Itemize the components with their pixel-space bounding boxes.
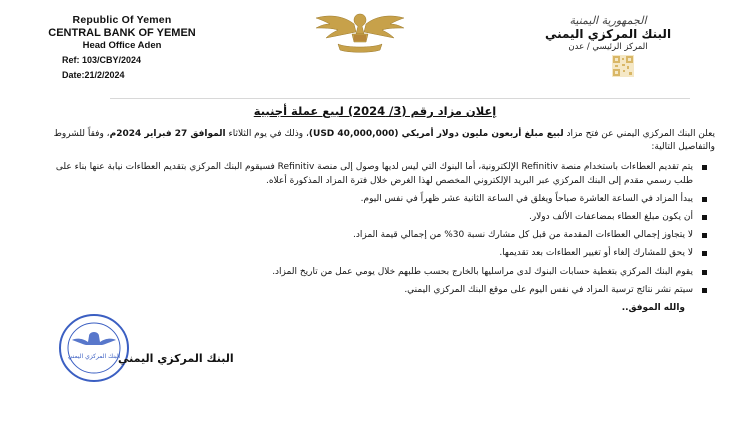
office-name-ar: المركز الرئيسي / عدن xyxy=(568,42,648,52)
bullet-icon xyxy=(702,197,707,202)
letter-date: Date:21/2/2024 xyxy=(62,70,125,80)
intro-date: الموافق 27 فبراير 2024م xyxy=(109,129,226,139)
condition-item xyxy=(40,247,715,260)
condition-item xyxy=(40,193,715,206)
intro-text-2: ، وذلك في يوم الثلاثاء xyxy=(225,129,309,139)
reference-number: Ref: 103/CBY/2024 xyxy=(62,55,142,65)
bank-name-ar: البنك المركزي اليمني xyxy=(544,27,672,41)
bullet-icon xyxy=(702,270,707,275)
bullet-icon xyxy=(702,251,707,256)
qr-code-icon xyxy=(612,55,634,77)
bullet-icon xyxy=(702,165,707,170)
closing-phrase: والله الموفق.. xyxy=(621,303,685,314)
bullet-icon xyxy=(702,215,707,220)
bullet-icon xyxy=(702,233,707,238)
office-name: Head Office Aden xyxy=(82,40,162,51)
country-name-ar: الجمهورية اليمنية xyxy=(569,14,647,27)
condition-item xyxy=(40,229,715,242)
condition-item xyxy=(40,266,715,279)
bank-name: CENTRAL BANK OF YEMEN xyxy=(48,27,196,39)
announcement-title: إعلان مزاد رقم (3/ 2024) لبيع عملة أجنبية xyxy=(253,104,497,118)
condition-text: يتم تقديم العطاءات باستخدام منصة Refinitiv الإلكترونية، أما البنوك التي ليس لديها وصول إلى منصة Refinitiv فسيقوم البنك المركزي بتقديم العطاءات نيابة عنها بناء على طلب رسمي مقدم إلى البنك المركزي عبر البريد الإلكتروني المخصص لهذا الغرض خلال فترة المزاد المذكورة أعلاه. xyxy=(55,162,693,186)
condition-item xyxy=(40,284,715,297)
announcement-body xyxy=(40,128,715,315)
condition-text: سيتم نشر نتائج ترسية المزاد في نفس اليوم على موقع البنك المركزي اليمني. xyxy=(404,284,693,295)
condition-text: أن يكون مبلغ العطاء بمضاعفات الألف دولار. xyxy=(528,212,693,223)
signatory: البنك المركزي اليمني xyxy=(118,352,234,365)
stamp-label: البنك المركزي اليمني xyxy=(67,353,121,360)
condition-text: لا يتجاوز إجمالي العطاءات المقدمة من قبل كل مشارك نسبة 30% من إجمالي قيمة المزاد. xyxy=(353,230,693,241)
arabic-letterhead xyxy=(528,14,688,52)
eagle-emblem-icon xyxy=(312,10,408,54)
intro-text-3: ، وفقاً للشروط والتفاصيل التالية: xyxy=(53,129,715,153)
intro-paragraph xyxy=(40,128,715,154)
condition-text: يبدأ المزاد في الساعة العاشرة صباحاً ويغلق في الساعة الثانية عشر ظهراً في نفس اليوم. xyxy=(360,193,693,204)
condition-text: لا يحق للمشارك إلغاء أو تغيير العطاءات بعد تقديمها. xyxy=(499,248,693,259)
english-letterhead xyxy=(22,14,222,51)
condition-item xyxy=(40,161,715,187)
conditions-list xyxy=(40,161,715,297)
official-stamp-icon xyxy=(58,312,130,384)
intro-text-1: يعلن البنك المركزي اليمني عن فتح مزاد xyxy=(563,129,715,139)
country-name: Republic Of Yemen xyxy=(72,14,172,26)
condition-text: يقوم البنك المركزي بتغطية حسابات البنوك لدى مراسليها بالخارج بحسب طلبهم خلال يومي عمل من تاريخ المزاد. xyxy=(272,266,693,277)
condition-item xyxy=(40,211,715,224)
intro-amount: لبيع مبلغ أربعون مليون دولار أمريكي (40,000,000 USD) xyxy=(308,129,564,139)
bullet-icon xyxy=(702,288,707,293)
header-divider xyxy=(110,98,690,99)
